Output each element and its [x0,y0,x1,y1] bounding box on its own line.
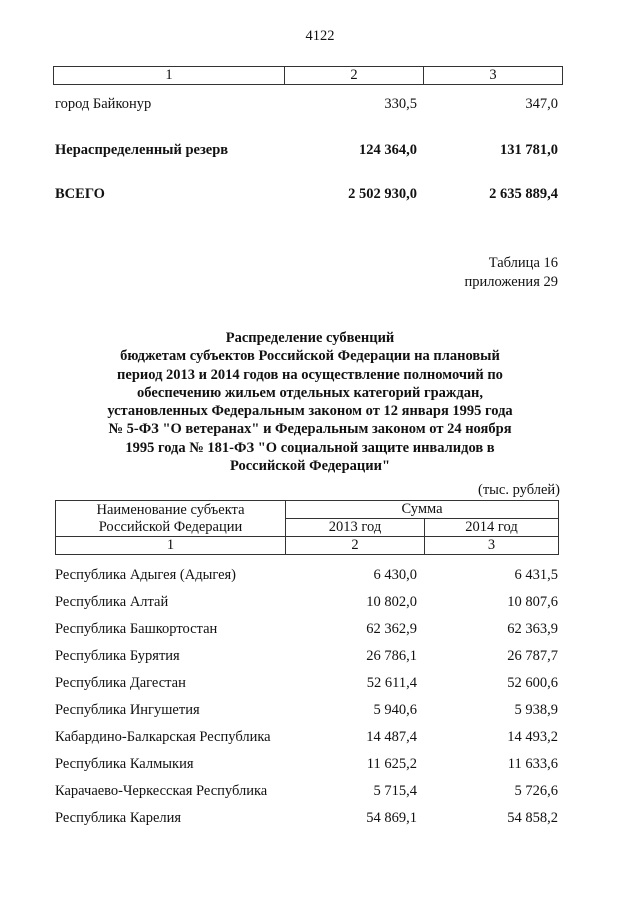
column-number-row [56,537,559,555]
row-name: Республика Ингушетия [55,702,200,718]
header-year-2014: 2014 год [425,519,559,537]
table-row [55,594,558,614]
value-2013: 124 364,0 [359,142,417,158]
title-line: обеспечению жильем отдельных категорий граждан, [137,384,483,401]
units-label: (тыс. рублей) [478,482,560,498]
header-line: Российской Федерации [98,518,243,535]
table-row [55,783,558,803]
value-2014: 131 781,0 [500,142,558,158]
value-2013: 2 502 930,0 [348,186,417,202]
value-2014: 5 938,9 [514,702,558,718]
header-sum: Сумма [286,501,559,519]
table-row [55,648,558,668]
value-2013: 52 611,4 [366,675,417,691]
table-title [100,329,520,475]
value-2013: 10 802,0 [366,594,417,610]
value-2013: 330,5 [384,96,417,112]
title-line: установленных Федеральным законом от 12 января 1995 года [107,403,513,420]
row-name: Республика Карелия [55,810,182,826]
column-number: 2 [286,537,425,555]
value-2013: 11 625,2 [366,756,417,772]
value-2014: 2 635 889,4 [489,186,558,202]
table-row-total [55,186,558,206]
title-line: Распределение субвенций [225,330,395,346]
value-2014: 11 633,6 [507,756,558,772]
row-name: Республика Адыгея (Адыгея) [55,567,237,583]
value-2013: 26 786,1 [366,648,417,664]
column-number: 3 [425,537,559,555]
title-line: бюджетам субъектов Российской Федерации на плановый [120,348,500,365]
column-number: 2 [285,67,424,85]
value-2013: 14 487,4 [366,729,417,745]
row-name: город Байконур [55,96,152,112]
row-name: Республика Дагестан [55,675,186,691]
column-number: 1 [54,67,285,85]
table-row [55,567,558,587]
value-2013: 62 362,9 [366,621,417,637]
table-row-reserve [55,142,558,162]
value-2013: 6 430,0 [373,567,417,583]
value-2014: 14 493,2 [507,729,558,745]
table-row [55,675,558,695]
page-number: 4122 [305,28,335,44]
value-2013: 54 869,1 [366,810,417,826]
row-name: Республика Калмыкия [55,756,194,772]
header-year-2013: 2013 год [286,519,425,537]
table-row [55,702,558,722]
row-name: Нераспределенный резерв [55,142,229,158]
appendix-label: приложения 29 [464,274,558,290]
value-2014: 54 858,2 [507,810,558,826]
row-name: Карачаево-Черкесская Республика [55,783,268,799]
table-number-label: Таблица 16 [488,255,558,271]
table-row [55,810,558,830]
row-name: Республика Алтай [55,594,169,610]
title-line: 1995 года № 181-ФЗ "О социальной защите инвалидов в [125,439,495,456]
column-number-row [54,67,563,85]
column-number: 3 [424,67,563,85]
table-row [55,96,558,116]
value-2014: 26 787,7 [507,648,558,664]
value-2014: 6 431,5 [514,567,558,583]
value-2013: 5 715,4 [373,783,417,799]
header-region-name [56,501,286,537]
row-name: ВСЕГО [55,186,105,202]
title-line: период 2013 и 2014 годов на осуществление полномочий по [117,366,503,383]
value-2014: 52 600,6 [507,675,558,691]
header-line: Наименование субъекта [96,501,245,518]
main-table-header [55,500,559,555]
row-name: Кабардино-Балкарская Республика [55,729,271,745]
table-row [55,756,558,776]
value-2014: 62 363,9 [507,621,558,637]
title-line: № 5-ФЗ "О ветеранах" и Федеральным законом от 24 ноября [108,421,512,438]
value-2014: 5 726,6 [514,783,558,799]
table-row [55,621,558,641]
column-number: 1 [56,537,286,555]
row-name: Республика Бурятия [55,648,180,664]
value-2014: 10 807,6 [507,594,558,610]
value-2013: 5 940,6 [373,702,417,718]
continuation-table-header [53,66,563,85]
value-2014: 347,0 [525,96,558,112]
row-name: Республика Башкортостан [55,621,218,637]
table-row [55,729,558,749]
title-line: Российской Федерации" [229,458,391,475]
